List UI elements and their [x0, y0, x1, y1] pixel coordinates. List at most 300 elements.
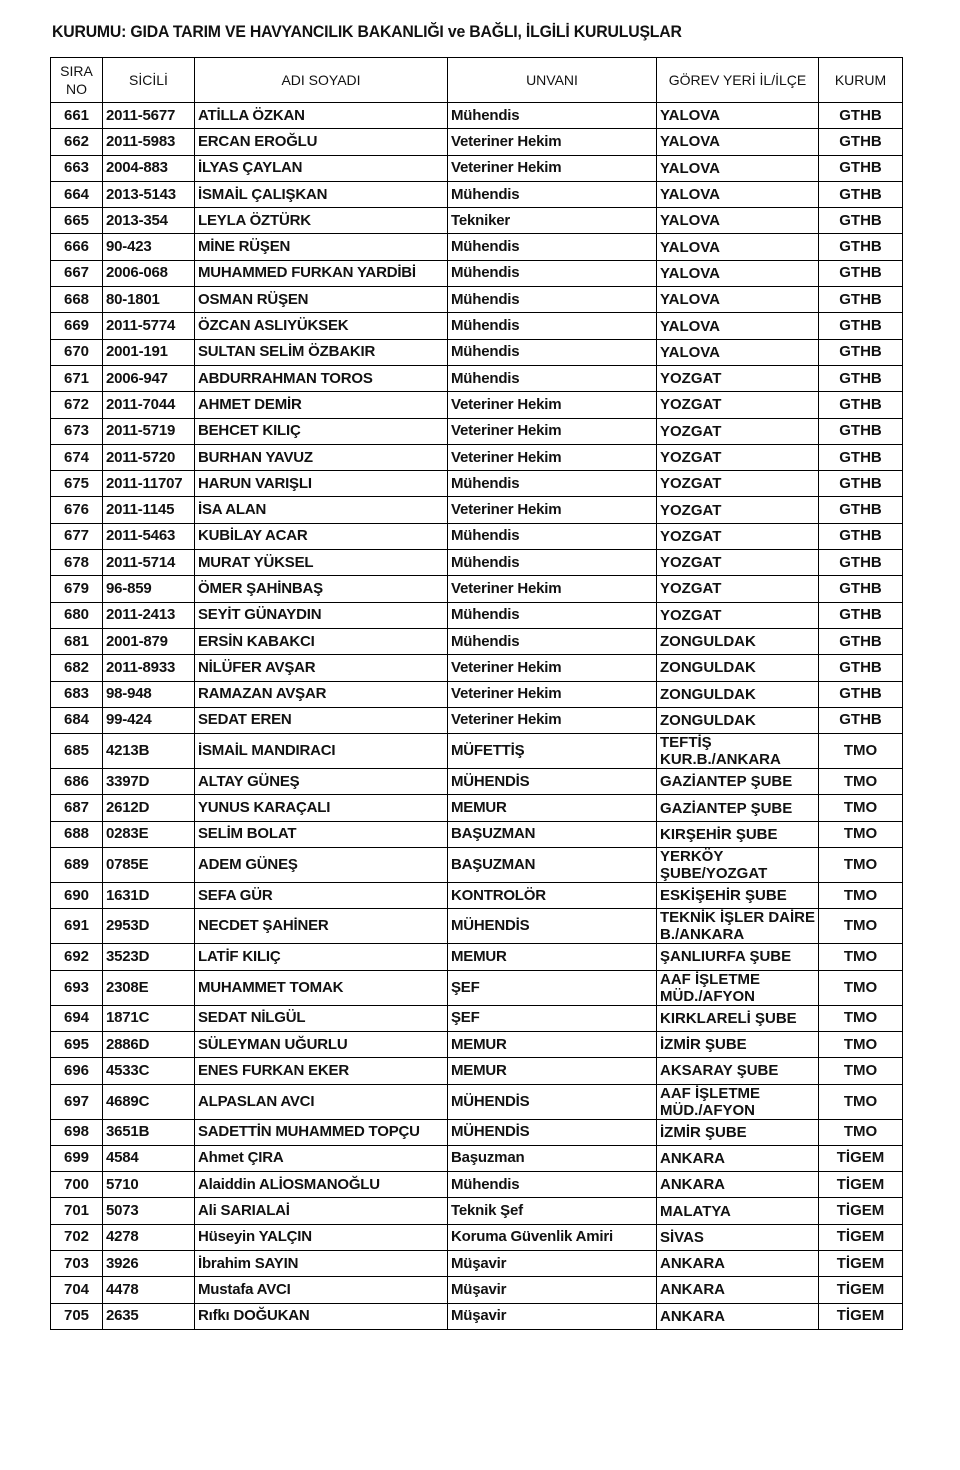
cell-kurum: TMO: [819, 970, 903, 1005]
cell-adi-soyadi: Rıfkı DOĞUKAN: [195, 1303, 448, 1329]
cell-kurum: GTHB: [819, 523, 903, 549]
cell-adi-soyadi: İSA ALAN: [195, 497, 448, 523]
table-row: [51, 602, 903, 628]
cell-kurum: TMO: [819, 1031, 903, 1057]
cell-adi-soyadi: ALTAY GÜNEŞ: [195, 769, 448, 795]
cell-adi-soyadi: İSMAİL MANDIRACI: [195, 734, 448, 769]
cell-adi-soyadi: İbrahim SAYIN: [195, 1250, 448, 1276]
cell-kurum: GTHB: [819, 260, 903, 286]
cell-sira-no: 673: [51, 418, 103, 444]
cell-adi-soyadi: SADETTİN MUHAMMED TOPÇU: [195, 1119, 448, 1145]
table-row: [51, 1058, 903, 1084]
table-body: [51, 103, 903, 1330]
cell-sira-no: 702: [51, 1224, 103, 1250]
cell-unvani: MÜHENDİS: [448, 769, 657, 795]
cell-unvani: MEMUR: [448, 944, 657, 970]
table-row: [51, 848, 903, 883]
cell-kurum: TMO: [819, 821, 903, 847]
cell-adi-soyadi: İSMAİL ÇALIŞKAN: [195, 181, 448, 207]
cell-sicil: 3397D: [103, 769, 195, 795]
header-kurum: KURUM: [819, 58, 903, 103]
cell-gorev-yeri: YOZGAT: [657, 523, 819, 549]
cell-kurum: GTHB: [819, 208, 903, 234]
cell-adi-soyadi: LEYLA ÖZTÜRK: [195, 208, 448, 234]
cell-adi-soyadi: Alaiddin ALİOSMANOĞLU: [195, 1172, 448, 1198]
personnel-table: [50, 57, 903, 1330]
cell-sicil: 3523D: [103, 944, 195, 970]
cell-sicil: 2011-11707: [103, 471, 195, 497]
cell-sicil: 3926: [103, 1250, 195, 1276]
cell-sira-no: 700: [51, 1172, 103, 1198]
cell-gorev-yeri: YALOVA: [657, 129, 819, 155]
cell-gorev-yeri: YOZGAT: [657, 392, 819, 418]
cell-unvani: Mühendis: [448, 234, 657, 260]
cell-sira-no: 662: [51, 129, 103, 155]
cell-kurum: TMO: [819, 769, 903, 795]
cell-gorev-yeri: YOZGAT: [657, 550, 819, 576]
table-row: [51, 287, 903, 313]
cell-kurum: GTHB: [819, 681, 903, 707]
cell-unvani: MÜHENDİS: [448, 909, 657, 944]
cell-kurum: GTHB: [819, 313, 903, 339]
cell-gorev-yeri: YOZGAT: [657, 576, 819, 602]
cell-sira-no: 680: [51, 602, 103, 628]
cell-adi-soyadi: MİNE RÜŞEN: [195, 234, 448, 260]
cell-unvani: Veteriner Hekim: [448, 576, 657, 602]
cell-gorev-yeri: YALOVA: [657, 260, 819, 286]
cell-gorev-yeri: ANKARA: [657, 1250, 819, 1276]
cell-sira-no: 685: [51, 734, 103, 769]
cell-unvani: Mühendis: [448, 1172, 657, 1198]
cell-kurum: GTHB: [819, 471, 903, 497]
table-row: [51, 471, 903, 497]
cell-gorev-yeri: AKSARAY ŞUBE: [657, 1058, 819, 1084]
table-row: [51, 103, 903, 129]
cell-gorev-yeri: SİVAS: [657, 1224, 819, 1250]
cell-sicil: 0283E: [103, 821, 195, 847]
header-unvani: UNVANI: [448, 58, 657, 103]
cell-sira-no: 666: [51, 234, 103, 260]
cell-unvani: Mühendis: [448, 471, 657, 497]
cell-sicil: 4478: [103, 1277, 195, 1303]
cell-sicil: 2011-5677: [103, 103, 195, 129]
cell-unvani: Veteriner Hekim: [448, 418, 657, 444]
cell-sicil: 4689C: [103, 1084, 195, 1119]
cell-sicil: 2612D: [103, 795, 195, 821]
table-row: [51, 155, 903, 181]
cell-adi-soyadi: MUHAMMED FURKAN YARDİBİ: [195, 260, 448, 286]
table-row: [51, 1250, 903, 1276]
cell-adi-soyadi: Ahmet ÇIRA: [195, 1145, 448, 1171]
cell-sira-no: 675: [51, 471, 103, 497]
cell-unvani: BAŞUZMAN: [448, 821, 657, 847]
cell-sira-no: 683: [51, 681, 103, 707]
cell-sicil: 4533C: [103, 1058, 195, 1084]
cell-kurum: TİGEM: [819, 1172, 903, 1198]
table-row: [51, 208, 903, 234]
cell-sira-no: 698: [51, 1119, 103, 1145]
table-row: [51, 418, 903, 444]
table-row: [51, 655, 903, 681]
cell-adi-soyadi: NİLÜFER AVŞAR: [195, 655, 448, 681]
cell-sira-no: 681: [51, 628, 103, 654]
cell-adi-soyadi: MUHAMMET TOMAK: [195, 970, 448, 1005]
cell-sicil: 98-948: [103, 681, 195, 707]
cell-kurum: GTHB: [819, 129, 903, 155]
table-row: [51, 769, 903, 795]
cell-adi-soyadi: Ali SARIALAİ: [195, 1198, 448, 1224]
table-row: [51, 1145, 903, 1171]
cell-unvani: Mühendis: [448, 339, 657, 365]
table-row: [51, 234, 903, 260]
cell-adi-soyadi: ABDURRAHMAN TOROS: [195, 365, 448, 391]
table-row: [51, 1119, 903, 1145]
cell-kurum: TMO: [819, 1119, 903, 1145]
cell-adi-soyadi: KUBİLAY ACAR: [195, 523, 448, 549]
cell-kurum: GTHB: [819, 103, 903, 129]
cell-unvani: Veteriner Hekim: [448, 497, 657, 523]
cell-gorev-yeri: ANKARA: [657, 1303, 819, 1329]
cell-adi-soyadi: MURAT YÜKSEL: [195, 550, 448, 576]
cell-sicil: 2011-2413: [103, 602, 195, 628]
cell-sicil: 2001-191: [103, 339, 195, 365]
cell-gorev-yeri: KIRŞEHİR ŞUBE: [657, 821, 819, 847]
cell-unvani: Müşavir: [448, 1250, 657, 1276]
cell-sicil: 2013-5143: [103, 181, 195, 207]
cell-kurum: GTHB: [819, 497, 903, 523]
cell-unvani: Veteriner Hekim: [448, 707, 657, 733]
cell-sicil: 1871C: [103, 1005, 195, 1031]
cell-kurum: TMO: [819, 734, 903, 769]
cell-sicil: 4278: [103, 1224, 195, 1250]
cell-kurum: TİGEM: [819, 1198, 903, 1224]
table-row: [51, 970, 903, 1005]
table-row: [51, 181, 903, 207]
cell-sicil: 0785E: [103, 848, 195, 883]
cell-sira-no: 667: [51, 260, 103, 286]
cell-kurum: TMO: [819, 848, 903, 883]
cell-unvani: Veteriner Hekim: [448, 681, 657, 707]
cell-unvani: Veteriner Hekim: [448, 129, 657, 155]
cell-kurum: GTHB: [819, 655, 903, 681]
header-adi-soyadi: ADI SOYADI: [195, 58, 448, 103]
cell-kurum: GTHB: [819, 576, 903, 602]
cell-kurum: TİGEM: [819, 1303, 903, 1329]
cell-sicil: 2004-883: [103, 155, 195, 181]
cell-sira-no: 686: [51, 769, 103, 795]
cell-adi-soyadi: ENES FURKAN EKER: [195, 1058, 448, 1084]
table-row: [51, 821, 903, 847]
cell-sira-no: 670: [51, 339, 103, 365]
cell-gorev-yeri: İZMİR ŞUBE: [657, 1031, 819, 1057]
cell-sicil: 80-1801: [103, 287, 195, 313]
cell-gorev-yeri: AAF İŞLETME MÜD./AFYON: [657, 970, 819, 1005]
cell-gorev-yeri: YOZGAT: [657, 365, 819, 391]
cell-sira-no: 695: [51, 1031, 103, 1057]
cell-unvani: Mühendis: [448, 181, 657, 207]
cell-adi-soyadi: ADEM GÜNEŞ: [195, 848, 448, 883]
cell-sira-no: 664: [51, 181, 103, 207]
cell-adi-soyadi: YUNUS KARAÇALI: [195, 795, 448, 821]
cell-kurum: TİGEM: [819, 1277, 903, 1303]
cell-sira-no: 677: [51, 523, 103, 549]
cell-adi-soyadi: ATİLLA ÖZKAN: [195, 103, 448, 129]
cell-adi-soyadi: ERCAN EROĞLU: [195, 129, 448, 155]
cell-adi-soyadi: ALPASLAN AVCI: [195, 1084, 448, 1119]
cell-kurum: GTHB: [819, 287, 903, 313]
table-row: [51, 550, 903, 576]
table-row: [51, 1084, 903, 1119]
cell-sira-no: 701: [51, 1198, 103, 1224]
cell-adi-soyadi: ÖZCAN ASLIYÜKSEK: [195, 313, 448, 339]
cell-gorev-yeri: YALOVA: [657, 234, 819, 260]
cell-gorev-yeri: TEFTİŞ KUR.B./ANKARA: [657, 734, 819, 769]
cell-sicil: 99-424: [103, 707, 195, 733]
cell-sira-no: 691: [51, 909, 103, 944]
cell-gorev-yeri: ANKARA: [657, 1145, 819, 1171]
table-row: [51, 681, 903, 707]
cell-unvani: Mühendis: [448, 550, 657, 576]
cell-gorev-yeri: MALATYA: [657, 1198, 819, 1224]
cell-sira-no: 703: [51, 1250, 103, 1276]
cell-kurum: TİGEM: [819, 1250, 903, 1276]
cell-sira-no: 696: [51, 1058, 103, 1084]
cell-sira-no: 697: [51, 1084, 103, 1119]
cell-sira-no: 661: [51, 103, 103, 129]
table-row: [51, 365, 903, 391]
cell-kurum: TMO: [819, 883, 903, 909]
cell-sicil: 4584: [103, 1145, 195, 1171]
table-row: [51, 497, 903, 523]
cell-kurum: GTHB: [819, 181, 903, 207]
cell-sira-no: 679: [51, 576, 103, 602]
cell-adi-soyadi: ERSİN KABAKCI: [195, 628, 448, 654]
cell-gorev-yeri: YALOVA: [657, 287, 819, 313]
cell-sicil: 90-423: [103, 234, 195, 260]
cell-sira-no: 674: [51, 444, 103, 470]
cell-kurum: GTHB: [819, 392, 903, 418]
cell-gorev-yeri: YOZGAT: [657, 418, 819, 444]
cell-kurum: TMO: [819, 795, 903, 821]
header-gorev-yeri: GÖREV YERİ İL/İLÇE: [657, 58, 819, 103]
cell-sira-no: 704: [51, 1277, 103, 1303]
table-row: [51, 129, 903, 155]
table-row: [51, 1277, 903, 1303]
cell-sicil: 5710: [103, 1172, 195, 1198]
table-row: [51, 883, 903, 909]
cell-sicil: 96-859: [103, 576, 195, 602]
page-title: KURUMU: GIDA TARIM VE HAVYANCILIK BAKANLIĞI ve BAĞLI, İLGİLİ KURULUŞLAR: [52, 22, 682, 41]
cell-gorev-yeri: YALOVA: [657, 339, 819, 365]
cell-sicil: 2011-5714: [103, 550, 195, 576]
cell-gorev-yeri: YOZGAT: [657, 471, 819, 497]
cell-sicil: 2011-8933: [103, 655, 195, 681]
cell-sira-no: 682: [51, 655, 103, 681]
cell-kurum: GTHB: [819, 628, 903, 654]
cell-sira-no: 688: [51, 821, 103, 847]
cell-adi-soyadi: AHMET DEMİR: [195, 392, 448, 418]
cell-sira-no: 672: [51, 392, 103, 418]
cell-sicil: 2011-5719: [103, 418, 195, 444]
table-row: [51, 576, 903, 602]
cell-sira-no: 665: [51, 208, 103, 234]
cell-sicil: 2011-5463: [103, 523, 195, 549]
cell-kurum: GTHB: [819, 602, 903, 628]
cell-unvani: Mühendis: [448, 523, 657, 549]
table-row: [51, 392, 903, 418]
cell-sicil: 3651B: [103, 1119, 195, 1145]
cell-gorev-yeri: GAZİANTEP ŞUBE: [657, 795, 819, 821]
cell-unvani: Mühendis: [448, 313, 657, 339]
cell-adi-soyadi: SEDAT NİLGÜL: [195, 1005, 448, 1031]
cell-unvani: Veteriner Hekim: [448, 155, 657, 181]
cell-adi-soyadi: RAMAZAN AVŞAR: [195, 681, 448, 707]
cell-sira-no: 690: [51, 883, 103, 909]
cell-unvani: Mühendis: [448, 628, 657, 654]
cell-sicil: 2001-879: [103, 628, 195, 654]
cell-sicil: 2011-5774: [103, 313, 195, 339]
cell-kurum: GTHB: [819, 155, 903, 181]
cell-unvani: ŞEF: [448, 1005, 657, 1031]
cell-unvani: Müşavir: [448, 1277, 657, 1303]
cell-unvani: Teknik Şef: [448, 1198, 657, 1224]
cell-gorev-yeri: ZONGULDAK: [657, 628, 819, 654]
table-row: [51, 707, 903, 733]
cell-kurum: TMO: [819, 909, 903, 944]
cell-gorev-yeri: YOZGAT: [657, 602, 819, 628]
cell-kurum: GTHB: [819, 365, 903, 391]
cell-unvani: MEMUR: [448, 795, 657, 821]
cell-sicil: 1631D: [103, 883, 195, 909]
cell-adi-soyadi: SEYİT GÜNAYDIN: [195, 602, 448, 628]
table-row: [51, 1172, 903, 1198]
cell-unvani: Mühendis: [448, 287, 657, 313]
cell-gorev-yeri: ANKARA: [657, 1172, 819, 1198]
cell-gorev-yeri: AAF İŞLETME MÜD./AFYON: [657, 1084, 819, 1119]
cell-gorev-yeri: ŞANLIURFA ŞUBE: [657, 944, 819, 970]
cell-adi-soyadi: ÖMER ŞAHİNBAŞ: [195, 576, 448, 602]
cell-gorev-yeri: YALOVA: [657, 181, 819, 207]
cell-sira-no: 669: [51, 313, 103, 339]
cell-sira-no: 694: [51, 1005, 103, 1031]
cell-sicil: 2006-068: [103, 260, 195, 286]
cell-sira-no: 671: [51, 365, 103, 391]
table-row: [51, 339, 903, 365]
cell-gorev-yeri: GAZİANTEP ŞUBE: [657, 769, 819, 795]
cell-unvani: Tekniker: [448, 208, 657, 234]
cell-sira-no: 678: [51, 550, 103, 576]
cell-kurum: TMO: [819, 1084, 903, 1119]
cell-sira-no: 692: [51, 944, 103, 970]
header-sicil: SİCİLİ: [103, 58, 195, 103]
cell-unvani: Mühendis: [448, 103, 657, 129]
table-row: [51, 909, 903, 944]
cell-gorev-yeri: İZMİR ŞUBE: [657, 1119, 819, 1145]
cell-unvani: MÜHENDİS: [448, 1119, 657, 1145]
cell-kurum: GTHB: [819, 444, 903, 470]
cell-unvani: ŞEF: [448, 970, 657, 1005]
cell-gorev-yeri: YALOVA: [657, 103, 819, 129]
table-row: [51, 1224, 903, 1250]
cell-unvani: Müşavir: [448, 1303, 657, 1329]
table-row: [51, 944, 903, 970]
cell-unvani: Veteriner Hekim: [448, 655, 657, 681]
cell-gorev-yeri: ESKİŞEHİR ŞUBE: [657, 883, 819, 909]
cell-sicil: 2011-1145: [103, 497, 195, 523]
cell-adi-soyadi: İLYAS ÇAYLAN: [195, 155, 448, 181]
table-row: [51, 1198, 903, 1224]
cell-gorev-yeri: YOZGAT: [657, 497, 819, 523]
table-row: [51, 1005, 903, 1031]
cell-sira-no: 668: [51, 287, 103, 313]
cell-adi-soyadi: SEFA GÜR: [195, 883, 448, 909]
cell-sira-no: 684: [51, 707, 103, 733]
cell-kurum: TİGEM: [819, 1224, 903, 1250]
cell-sira-no: 705: [51, 1303, 103, 1329]
cell-kurum: TMO: [819, 1058, 903, 1084]
table-row: [51, 1303, 903, 1329]
cell-adi-soyadi: NECDET ŞAHİNER: [195, 909, 448, 944]
cell-sicil: 2006-947: [103, 365, 195, 391]
cell-sicil: 2011-5983: [103, 129, 195, 155]
cell-adi-soyadi: LATİF KILIÇ: [195, 944, 448, 970]
cell-unvani: Başuzman: [448, 1145, 657, 1171]
cell-adi-soyadi: SÜLEYMAN UĞURLU: [195, 1031, 448, 1057]
cell-sicil: 2308E: [103, 970, 195, 1005]
cell-sira-no: 693: [51, 970, 103, 1005]
cell-kurum: TMO: [819, 944, 903, 970]
cell-adi-soyadi: HARUN VARIŞLI: [195, 471, 448, 497]
cell-gorev-yeri: ZONGULDAK: [657, 707, 819, 733]
cell-gorev-yeri: TEKNİK İŞLER DAİRE B./ANKARA: [657, 909, 819, 944]
cell-sicil: 2886D: [103, 1031, 195, 1057]
cell-sira-no: 676: [51, 497, 103, 523]
cell-unvani: Veteriner Hekim: [448, 392, 657, 418]
cell-kurum: GTHB: [819, 707, 903, 733]
table-row: [51, 313, 903, 339]
cell-kurum: GTHB: [819, 234, 903, 260]
cell-adi-soyadi: OSMAN RÜŞEN: [195, 287, 448, 313]
cell-unvani: Mühendis: [448, 260, 657, 286]
table-row: [51, 523, 903, 549]
cell-gorev-yeri: YERKÖY ŞUBE/YOZGAT: [657, 848, 819, 883]
header-sira-no: SIRA NO: [51, 58, 103, 103]
cell-adi-soyadi: BEHCET KILIÇ: [195, 418, 448, 444]
cell-gorev-yeri: YALOVA: [657, 155, 819, 181]
cell-gorev-yeri: YOZGAT: [657, 444, 819, 470]
cell-sicil: 4213B: [103, 734, 195, 769]
cell-kurum: TMO: [819, 1005, 903, 1031]
cell-adi-soyadi: SELİM BOLAT: [195, 821, 448, 847]
cell-sira-no: 689: [51, 848, 103, 883]
table-row: [51, 260, 903, 286]
cell-sicil: 2011-5720: [103, 444, 195, 470]
cell-sira-no: 663: [51, 155, 103, 181]
cell-unvani: KONTROLÖR: [448, 883, 657, 909]
cell-kurum: TİGEM: [819, 1145, 903, 1171]
cell-gorev-yeri: ANKARA: [657, 1277, 819, 1303]
table-header-row: [51, 58, 903, 103]
cell-sicil: 2953D: [103, 909, 195, 944]
cell-gorev-yeri: ZONGULDAK: [657, 655, 819, 681]
cell-unvani: MÜFETTİŞ: [448, 734, 657, 769]
cell-unvani: MEMUR: [448, 1058, 657, 1084]
cell-sicil: 2011-7044: [103, 392, 195, 418]
cell-unvani: Veteriner Hekim: [448, 444, 657, 470]
cell-gorev-yeri: YALOVA: [657, 313, 819, 339]
table-row: [51, 734, 903, 769]
cell-unvani: MÜHENDİS: [448, 1084, 657, 1119]
